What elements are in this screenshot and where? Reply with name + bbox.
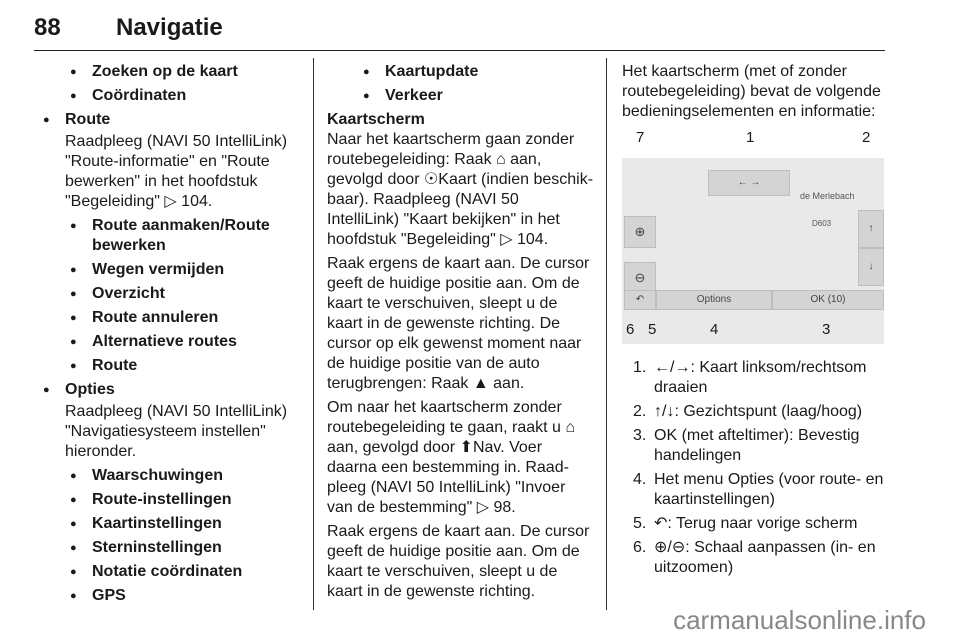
column-1 [34,62,292,610]
list-item: ● Notatie coördinaten [34,562,292,582]
list-item: ● Route [34,356,292,376]
paragraph: Raak ergens de kaart aan. De cursor geeft de huidige positie aan. Om de kaart te verschuiven, sleept u de kaart in de gewenste richting. [327,523,590,600]
options-button: Options [656,290,772,310]
item-text: ↑/↓: Gezichtspunt (laag/hoog) [654,403,863,420]
item-number: 6. [633,539,647,556]
list-item [622,514,884,534]
item-text: OK (met afteltimer): Bevestig handelingen [654,427,860,464]
zoom-in-icon: ⊕ [624,216,656,248]
view-down-button: ↓ [858,248,884,286]
column-3 [622,62,884,582]
back-icon: ↶ [624,290,656,310]
list-item: ● Alternatieve routes [34,332,292,352]
road-label: D603 [812,219,832,228]
list-item: ● Waarschuwingen [34,466,292,486]
ok-button: OK (10) [772,290,884,310]
list-item: ● GPS [34,586,292,606]
list-item: ● Zoeken op de kaart [34,62,292,82]
callout-label: 7 [636,129,645,146]
paragraph: Raak ergens de kaart aan. De cursor geeft de huidige positie aan. Om de kaart te verschuiven, sleept u de kaart in de gewenste richting. De cursor op elk gewenst moment naar de huidige positie van de auto terugbrengen: Raak ▲ aan. [327,255,590,392]
page-number: 88 [34,14,61,41]
item-text: ←/→: Kaart linksom/rechtsom draaien [654,359,867,396]
list-item [622,426,884,466]
item-number: 3. [633,427,647,444]
list-item [622,538,884,578]
callout-label: 4 [710,321,719,338]
list-item-route: ● Route [34,110,292,130]
item-number: 1. [633,359,647,376]
list-item [622,358,884,398]
list-item: ● Overzicht [34,284,292,304]
list-item: ● Verkeer [327,86,595,106]
rotate-buttons: ← → [708,170,790,196]
section-title: Navigatie [116,14,223,41]
view-up-button: ↑ [858,210,884,248]
list-item [622,470,884,510]
paragraph: Om naar het kaartscherm zonder routebegeleiding te gaan, raakt u ⌂ aan, gevolgd door ⬆Nav. Voer daarna een bestemming in. Raad-pleeg (NAVI 50 IntelliLink) "Invoer van de bestemming" ▷ 98. [327,399,576,516]
map-screen-illustration [622,128,884,344]
item-text: ⊕/⊖: Schaal aanpassen (in- en uitzoomen) [654,539,876,576]
place-label: de Merlebach [800,191,855,201]
list-item: ● Route aanmaken/Route bewerken [34,216,292,256]
list-item: ● Coördinaten [34,86,292,106]
opties-description: Raadpleeg (NAVI 50 IntelliLink) "Navigatiesysteem instellen" hieronder. [65,403,288,460]
section-heading: Kaartscherm [327,111,425,128]
item-text: ↶: Terug naar vorige scherm [654,515,858,532]
list-item: ● Sterninstellingen [34,538,292,558]
list-item: ● Wegen vermijden [34,260,292,280]
item-number: 2. [633,403,647,420]
list-item [622,402,884,422]
paragraph: Naar het kaartscherm gaan zonder routebegeleiding: Raak ⌂ aan, gevolgd door ☉Kaart (indien beschik-baar). Raadpleeg (NAVI 50 IntelliLink) "Kaart bekijken" in het hoofdstuk "Begeleiding" ▷ 104. [327,131,594,248]
list-item: ● Kaartupdate [327,62,595,82]
column-divider [313,58,314,610]
controls-list [622,358,884,578]
callout-label: 5 [648,321,657,338]
item-number: 4. [633,471,647,488]
callout-label: 2 [862,129,871,146]
list-item: ● Route annuleren [34,308,292,328]
item-text: Het menu Opties (voor route- en kaartinstellingen) [654,471,884,508]
watermark: carmanualsonline.info [673,605,926,635]
column-2 [327,62,595,606]
page-header [34,8,885,51]
list-item: ● Kaartinstellingen [34,514,292,534]
item-number: 5. [633,515,647,532]
intro-paragraph: Het kaartscherm (met of zonder routebegeleiding) bevat de volgende bedieningselementen en informatie: [622,63,881,120]
callout-label: 3 [822,321,831,338]
column-divider [606,58,607,610]
list-item-opties: ● Opties [34,380,292,400]
callout-label: 1 [746,129,755,146]
zoom-out-icon: ⊖ [624,262,656,294]
callout-label: 6 [626,321,635,338]
list-item: ● Route-instellingen [34,490,292,510]
route-description: Raadpleeg (NAVI 50 IntelliLink) "Route-informatie" en "Route bewerken" in het hoofdstuk "Begeleiding" ▷ 104. [65,133,288,210]
